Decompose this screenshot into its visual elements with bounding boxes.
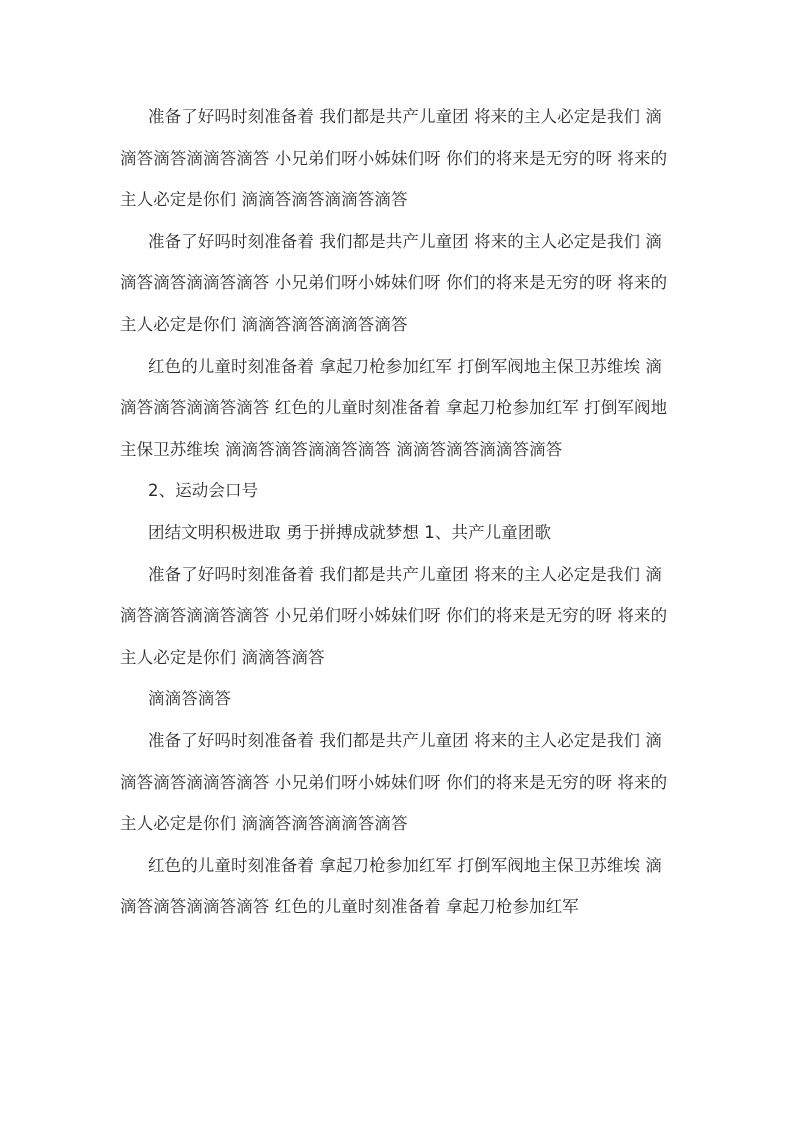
paragraph-1: 准备了好吗时刻准备着 我们都是共产儿童团 将来的主人必定是我们 滴滴答滴答滴滴答滴答 小兄弟们呀小姊妹们呀 你们的将来是无穷的呀 将来的主人必定是你们 滴滴答滴答滴滴答滴答	[120, 107, 668, 210]
document-body	[120, 96, 674, 928]
paragraph-2: 准备了好吗时刻准备着 我们都是共产儿童团 将来的主人必定是我们 滴滴答滴答滴滴答滴答 小兄弟们呀小姊妹们呀 你们的将来是无穷的呀 将来的主人必定是你们 滴滴答滴答滴滴答滴答	[120, 231, 668, 334]
paragraph-6: 准备了好吗时刻准备着 我们都是共产儿童团 将来的主人必定是我们 滴滴答滴答滴滴答滴答 小兄弟们呀小姊妹们呀 你们的将来是无穷的呀 将来的主人必定是你们 滴滴答滴答滴滴答滴答	[120, 730, 668, 834]
paragraph-3: 红色的儿童时刻准备着 拿起刀枪参加红军 打倒军阀地主保卫苏维埃 滴滴答滴答滴滴答滴答 红色的儿童时刻准备着 拿起刀枪参加红军 打倒军阀地主保卫苏维埃 滴滴答滴答滴滴答滴答 滴滴答滴答滴滴答滴答	[120, 356, 668, 459]
paragraph-7: 红色的儿童时刻准备着 拿起刀枪参加红军 打倒军阀地主保卫苏维埃 滴滴答滴答滴滴答滴答 红色的儿童时刻准备着 拿起刀枪参加红军	[120, 855, 663, 917]
paragraph-slogan: 团结文明积极进取 勇于拼搏成就梦想 1、共产儿童团歌	[148, 522, 552, 542]
section-heading-slogan: 2、运动会口号	[148, 481, 259, 501]
paragraph-4: 准备了好吗时刻准备着 我们都是共产儿童团 将来的主人必定是我们 滴滴答滴答滴滴答滴答 小兄弟们呀小姊妹们呀 你们的将来是无穷的呀 将来的主人必定是你们 滴滴答滴答	[120, 564, 668, 667]
paragraph-5: 滴滴答滴答	[148, 689, 231, 709]
